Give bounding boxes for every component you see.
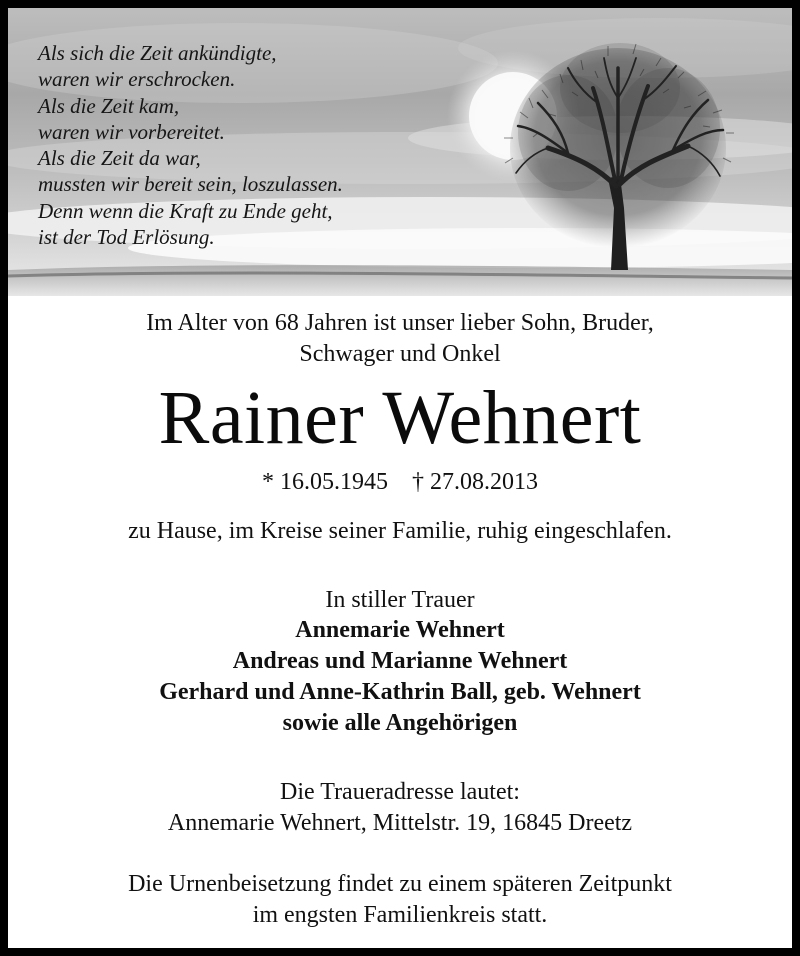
poem-line: mussten wir bereit sein, loszulassen.	[38, 172, 343, 197]
poem-line: Als die Zeit da war,	[38, 146, 201, 171]
death-date: † 27.08.2013	[412, 469, 538, 495]
passing-text: zu Hause, im Kreise seiner Familie, ruhig eingeschlafen.	[128, 518, 672, 544]
poem-line: ist der Tod Erlösung.	[38, 225, 215, 250]
intro-line: Im Alter von 68 Jahren ist unser lieber Sohn, Bruder,	[146, 310, 654, 336]
address-line: Annemarie Wehnert, Mittelstr. 19, 16845 Dreetz	[167, 810, 633, 836]
intro-line: Schwager und Onkel	[299, 341, 501, 367]
poem-line: Als die Zeit kam,	[38, 93, 180, 118]
mourner-name: Andreas und Marianne Wehnert	[232, 648, 568, 674]
poem-line: waren wir erschrocken.	[38, 67, 236, 92]
intro-text	[8, 308, 792, 370]
burial-line: im engsten Familienkreis statt.	[252, 902, 548, 928]
birth-date: * 16.05.1945	[262, 469, 388, 495]
mourning-address	[8, 777, 792, 839]
announcement-body	[8, 308, 792, 931]
burial-line: Die Urnenbeisetzung findet zu einem späteren Zeitpunkt	[128, 871, 672, 897]
banner-image	[8, 8, 792, 296]
burial-notice	[8, 869, 792, 931]
address-line: Die Traueradresse lautet:	[280, 779, 520, 805]
poem-line: Denn wenn die Kraft zu Ende geht,	[38, 198, 333, 223]
mourners-list	[8, 615, 792, 739]
mourning-label: In stiller Trauer	[325, 587, 475, 613]
poem	[38, 40, 343, 250]
mourner-name: Gerhard und Anne-Kathrin Ball, geb. Wehnert	[159, 679, 641, 705]
mourner-name: sowie alle Angehörigen	[282, 710, 518, 736]
deceased-name: Rainer Wehnert	[158, 376, 642, 460]
poem-line: waren wir vorbereitet.	[38, 119, 225, 144]
life-dates	[8, 468, 792, 496]
poem-line: Als sich die Zeit ankündigte,	[38, 41, 277, 65]
mourner-name: Annemarie Wehnert	[295, 617, 505, 643]
